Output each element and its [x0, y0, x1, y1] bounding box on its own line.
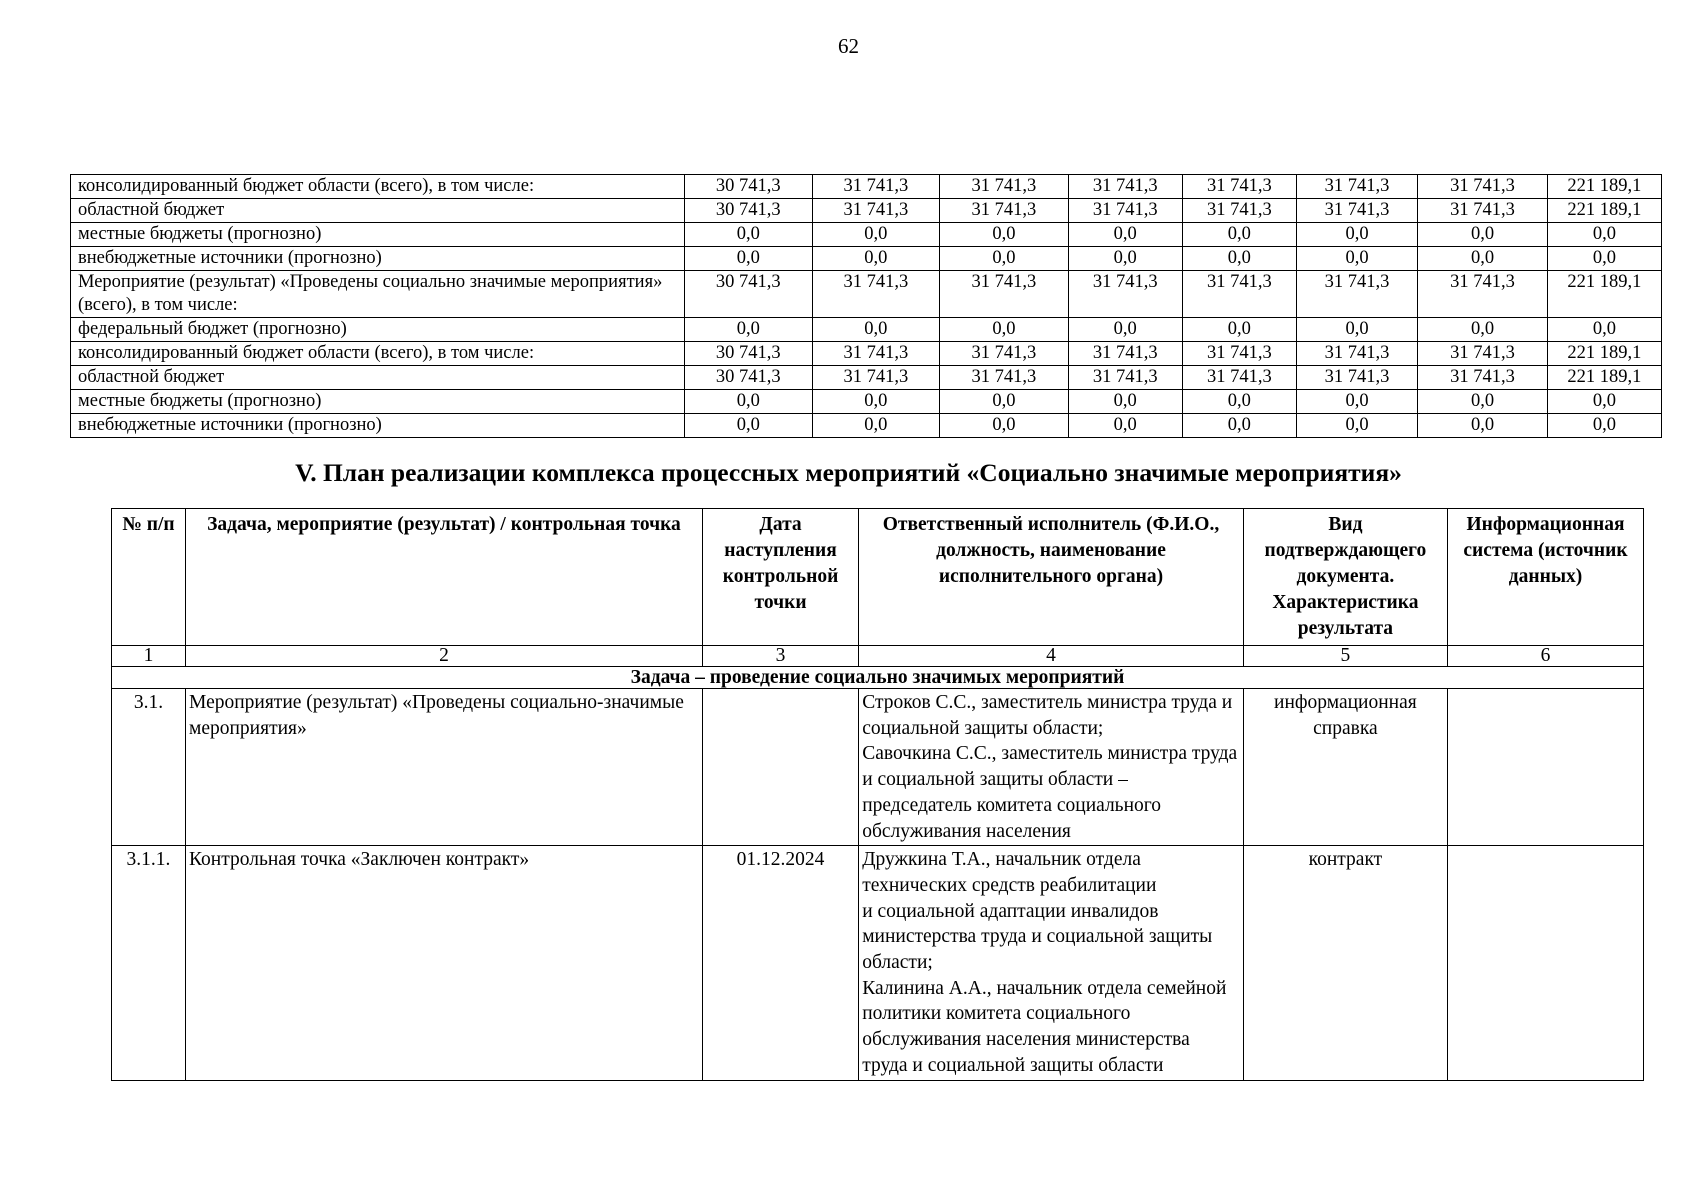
- plan-row: [112, 689, 1644, 846]
- finance-row: [71, 223, 1662, 247]
- finance-value: 31 741,3: [1068, 366, 1182, 390]
- finance-value: 0,0: [684, 247, 812, 271]
- finance-value: 0,0: [940, 247, 1069, 271]
- finance-value: 31 741,3: [940, 342, 1069, 366]
- finance-row: [71, 175, 1662, 199]
- finance-value: 31 741,3: [812, 342, 940, 366]
- finance-value: 31 741,3: [1418, 366, 1548, 390]
- finance-value: 31 741,3: [1182, 366, 1296, 390]
- finance-row: [71, 271, 1662, 318]
- finance-row-label: Мероприятие (результат) «Проведены социально значимые мероприятия» (всего), в том числе:: [71, 271, 685, 318]
- finance-value: 30 741,3: [684, 271, 812, 318]
- finance-table: [70, 174, 1662, 438]
- finance-value: 31 741,3: [1296, 366, 1417, 390]
- finance-row-label: консолидированный бюджет области (всего), в том числе:: [71, 342, 685, 366]
- finance-row: [71, 366, 1662, 390]
- finance-value: 0,0: [1296, 247, 1417, 271]
- finance-row: [71, 414, 1662, 438]
- column-number: 1: [112, 646, 186, 667]
- finance-value: 221 189,1: [1547, 175, 1661, 199]
- finance-row-label: местные бюджеты (прогнозно): [71, 223, 685, 247]
- finance-row: [71, 342, 1662, 366]
- finance-row: [71, 390, 1662, 414]
- finance-value: 30 741,3: [684, 175, 812, 199]
- row-date: [702, 689, 858, 846]
- row-document: информационная справка: [1243, 689, 1447, 846]
- finance-value: 0,0: [684, 390, 812, 414]
- finance-value: 31 741,3: [1182, 175, 1296, 199]
- finance-value: 31 741,3: [940, 366, 1069, 390]
- finance-value: 31 741,3: [1418, 175, 1548, 199]
- finance-value: 0,0: [1182, 223, 1296, 247]
- finance-value: 31 741,3: [1068, 175, 1182, 199]
- finance-value: 0,0: [1418, 223, 1548, 247]
- finance-value: 0,0: [940, 390, 1069, 414]
- row-name: Контрольная точка «Заключен контракт»: [185, 846, 702, 1080]
- row-number: 3.1.1.: [112, 846, 186, 1080]
- finance-value: 31 741,3: [1182, 199, 1296, 223]
- finance-value: 0,0: [1182, 318, 1296, 342]
- finance-value: 31 741,3: [812, 271, 940, 318]
- finance-value: 31 741,3: [1182, 342, 1296, 366]
- page-number: 62: [838, 34, 859, 58]
- column-number: 6: [1448, 646, 1644, 667]
- finance-value: 0,0: [1547, 223, 1661, 247]
- finance-value: 0,0: [812, 223, 940, 247]
- finance-value: 31 741,3: [1296, 175, 1417, 199]
- header-system: Информационная система (источник данных): [1448, 509, 1644, 646]
- finance-value: 0,0: [1068, 390, 1182, 414]
- finance-value: 0,0: [812, 390, 940, 414]
- finance-row-label: внебюджетные источники (прогнозно): [71, 247, 685, 271]
- finance-row-label: внебюджетные источники (прогнозно): [71, 414, 685, 438]
- finance-row: [71, 318, 1662, 342]
- finance-value: 31 741,3: [1068, 342, 1182, 366]
- finance-value: 0,0: [1068, 414, 1182, 438]
- header-responsible: Ответственный исполнитель (Ф.И.О., должность, наименование исполнительного органа): [859, 509, 1244, 646]
- finance-value: 31 741,3: [940, 271, 1069, 318]
- column-number: 2: [185, 646, 702, 667]
- finance-value: 0,0: [940, 414, 1069, 438]
- finance-value: 0,0: [684, 318, 812, 342]
- finance-value: 31 741,3: [1068, 271, 1182, 318]
- finance-value: 31 741,3: [1296, 342, 1417, 366]
- finance-value: 0,0: [1418, 247, 1548, 271]
- finance-value: 31 741,3: [1296, 199, 1417, 223]
- finance-row: [71, 247, 1662, 271]
- finance-value: 0,0: [1547, 318, 1661, 342]
- finance-value: 0,0: [1296, 414, 1417, 438]
- finance-value: 0,0: [812, 414, 940, 438]
- header-task: Задача, мероприятие (результат) / контрольная точка: [185, 509, 702, 646]
- finance-row: [71, 199, 1662, 223]
- finance-row-label: консолидированный бюджет области (всего), в том числе:: [71, 175, 685, 199]
- finance-value: 0,0: [1547, 390, 1661, 414]
- finance-value: 0,0: [1182, 247, 1296, 271]
- finance-value: 221 189,1: [1547, 366, 1661, 390]
- finance-value: 0,0: [1182, 390, 1296, 414]
- row-number: 3.1.: [112, 689, 186, 846]
- finance-value: 31 741,3: [1296, 271, 1417, 318]
- row-responsible: Дружкина Т.А., начальник отдела технических средств реабилитации и социальной адаптации инвалидов министерства труда и социальной защиты области; Калинина А.А., начальник отдела семейной политики комитета социального обслуживания населения министерства труда и социальной защиты области: [859, 846, 1244, 1080]
- row-name: Мероприятие (результат) «Проведены социально-значимые мероприятия»: [185, 689, 702, 846]
- section-title: V. План реализации комплекса процессных мероприятий «Социально значимые мероприятия»: [295, 458, 1402, 487]
- finance-value: 31 741,3: [1068, 199, 1182, 223]
- finance-value: 30 741,3: [684, 199, 812, 223]
- row-system: [1448, 846, 1644, 1080]
- column-numbers-row: [112, 646, 1644, 667]
- plan-table-header-row: [112, 509, 1644, 646]
- task-row: [112, 667, 1644, 689]
- column-number: 4: [859, 646, 1244, 667]
- task-title: Задача – проведение социально значимых мероприятий: [112, 667, 1644, 689]
- finance-value: 31 741,3: [812, 366, 940, 390]
- finance-value: 0,0: [1547, 414, 1661, 438]
- finance-value: 31 741,3: [812, 199, 940, 223]
- finance-value: 0,0: [812, 247, 940, 271]
- finance-value: 0,0: [1418, 390, 1548, 414]
- header-date: Дата наступления контрольной точки: [702, 509, 858, 646]
- finance-value: 30 741,3: [684, 366, 812, 390]
- finance-value: 0,0: [1068, 223, 1182, 247]
- finance-value: 0,0: [1068, 318, 1182, 342]
- finance-value: 31 741,3: [940, 199, 1069, 223]
- finance-value: 0,0: [1418, 318, 1548, 342]
- plan-table: [111, 508, 1644, 1081]
- finance-value: 221 189,1: [1547, 271, 1661, 318]
- finance-value: 31 741,3: [1418, 271, 1548, 318]
- finance-row-label: областной бюджет: [71, 366, 685, 390]
- row-responsible: Строков С.С., заместитель министра труда и социальной защиты области; Савочкина С.С., заместитель министра труда и социальной защиты области – председатель комитета социального обслуживания населения: [859, 689, 1244, 846]
- header-document: Вид подтверждающего документа. Характеристика результата: [1243, 509, 1447, 646]
- header-number: № п/п: [112, 509, 186, 646]
- row-system: [1448, 689, 1644, 846]
- finance-value: 30 741,3: [684, 342, 812, 366]
- column-number: 5: [1243, 646, 1447, 667]
- column-number: 3: [702, 646, 858, 667]
- finance-value: 0,0: [684, 414, 812, 438]
- row-date: 01.12.2024: [702, 846, 858, 1080]
- finance-value: 0,0: [1182, 414, 1296, 438]
- finance-value: 31 741,3: [1418, 199, 1548, 223]
- finance-value: 31 741,3: [940, 175, 1069, 199]
- finance-value: 0,0: [1068, 247, 1182, 271]
- finance-value: 0,0: [1547, 247, 1661, 271]
- finance-value: 221 189,1: [1547, 342, 1661, 366]
- finance-value: 0,0: [1296, 318, 1417, 342]
- finance-value: 0,0: [684, 223, 812, 247]
- finance-row-label: местные бюджеты (прогнозно): [71, 390, 685, 414]
- plan-row: [112, 846, 1644, 1080]
- finance-value: 0,0: [940, 318, 1069, 342]
- finance-row-label: областной бюджет: [71, 199, 685, 223]
- finance-value: 31 741,3: [1182, 271, 1296, 318]
- finance-value: 0,0: [1296, 223, 1417, 247]
- row-document: контракт: [1243, 846, 1447, 1080]
- finance-value: 31 741,3: [1418, 342, 1548, 366]
- finance-value: 221 189,1: [1547, 199, 1661, 223]
- finance-value: 0,0: [940, 223, 1069, 247]
- finance-value: 0,0: [1296, 390, 1417, 414]
- finance-value: 31 741,3: [812, 175, 940, 199]
- finance-table-body: [71, 175, 1662, 438]
- finance-value: 0,0: [1418, 414, 1548, 438]
- finance-value: 0,0: [812, 318, 940, 342]
- finance-row-label: федеральный бюджет (прогнозно): [71, 318, 685, 342]
